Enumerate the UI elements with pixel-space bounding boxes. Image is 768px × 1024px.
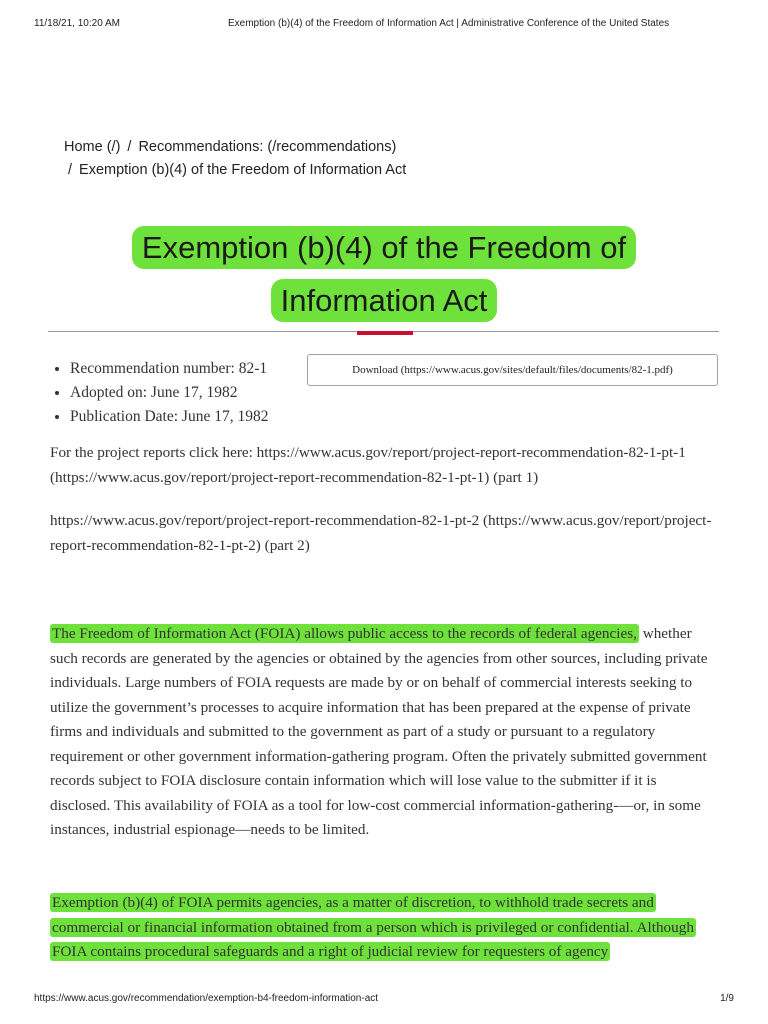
page-title bbox=[40, 221, 728, 327]
project-reports-part2[interactable]: https://www.acus.gov/report/project-report-recommendation-82-1-pt-2 (https://www.acus.gov/report/project-report-recommendation-82-1-pt-2) (part 2) bbox=[50, 512, 712, 554]
breadcrumb-home-link[interactable]: Home (/) bbox=[64, 139, 121, 155]
body-paragraph-1 bbox=[50, 622, 718, 843]
print-url: https://www.acus.gov/recommendation/exemption-b4-freedom-information-act bbox=[34, 993, 379, 1004]
highlighted-text: The Freedom of Information Act (FOIA) allows public access to the records of federal agencies, bbox=[52, 625, 637, 642]
highlighted-text: Exemption (b)(4) of FOIA permits agencies, as a matter of discretion, to withhold trade secrets and commercial or financial information obtained from a person which is privileged or confidential. Although FOIA contains procedural safeguards and a right of judicial review for requesters of agency bbox=[52, 894, 694, 960]
recommendation-meta-list bbox=[52, 357, 268, 429]
project-reports-part1[interactable]: For the project reports click here: https://www.acus.gov/report/project-report-recommendation-82-1-pt-1 (https://www.acus.gov/report/project-report-recommendation-82-1-pt-1) (part 1) bbox=[50, 444, 686, 486]
page-title-line1: Exemption (b)(4) of the Freedom of bbox=[132, 226, 636, 269]
breadcrumb bbox=[64, 136, 484, 182]
page-number: 1/9 bbox=[720, 993, 734, 1004]
breadcrumb-separator: / bbox=[127, 139, 132, 155]
title-accent-bar bbox=[357, 331, 413, 335]
breadcrumb-current: Exemption (b)(4) of the Freedom of Information Act bbox=[79, 162, 407, 178]
recommendation-number: • Recommendation number: 82-1 bbox=[70, 357, 268, 381]
print-date: 11/18/21, 10:20 AM bbox=[34, 18, 120, 29]
adopted-on: • Adopted on: June 17, 1982 bbox=[70, 381, 268, 405]
download-button[interactable]: Download (https://www.acus.gov/sites/default/files/documents/82-1.pdf) bbox=[307, 354, 718, 386]
breadcrumb-separator: / bbox=[68, 162, 73, 178]
print-page-title: Exemption (b)(4) of the Freedom of Information Act | Administrative Conference of the United States bbox=[228, 18, 670, 29]
breadcrumb-recommendations-link[interactable]: Recommendations: (/recommendations) bbox=[138, 139, 397, 155]
page-title-line2: Information Act bbox=[271, 279, 498, 322]
print-header bbox=[0, 18, 768, 32]
body-paragraph-2 bbox=[50, 891, 718, 965]
publication-date: • Publication Date: June 17, 1982 bbox=[70, 405, 268, 429]
paragraph-text: whether such records are generated by the agencies or obtained by the agencies from other sources, including private individuals. Large numbers of FOIA requests are made by or on behalf of commercial interests seeking to utilize the government’s processes to acquire information that has been prepared at the expense of private firms and individuals and submitted to the government as part of a study or pursuant to a regulatory requirement or other government information-gathering program. Often the privately submitted government records subject to FOIA disclosure contain information which will lose value to the submitter if it is disclosed. This availability of FOIA as a tool for low-cost commercial information-gathering-—or, in some instances, industrial espionage—needs to be limited. bbox=[50, 625, 708, 838]
